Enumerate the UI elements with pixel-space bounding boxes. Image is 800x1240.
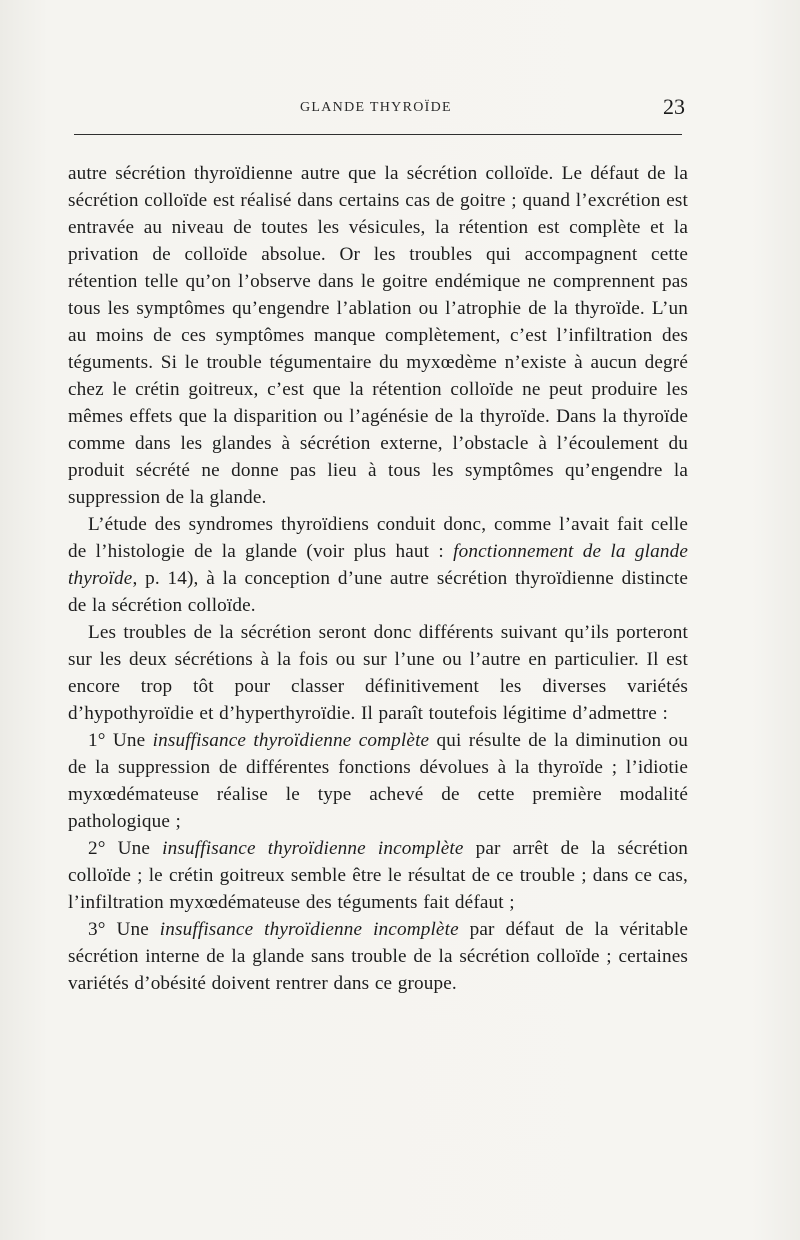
italic-reference: fonctionnement de la glande thyroïde bbox=[68, 541, 688, 589]
italic-term: insuffisance thyroïdienne incomplète bbox=[162, 838, 464, 859]
paragraph-text: , p. 14), à la conception d’une autre sécrétion thyroïdienne distincte de la sécrétion colloïde. bbox=[68, 568, 688, 616]
page-number: 23 bbox=[663, 94, 685, 119]
page-header bbox=[0, 92, 800, 122]
italic-term: insuffisance thyroïdienne incomplète bbox=[159, 919, 459, 940]
paragraph-text: L’étude des syndromes thyroïdiens conduit donc, comme l’avait fait celle de l’histologie de la glande (voir plus haut : bbox=[68, 514, 688, 562]
paragraph-continuation bbox=[68, 160, 688, 511]
paragraph-syndromes bbox=[68, 511, 688, 619]
paragraph-text: autre sécrétion thyroïdienne autre que la sécrétion colloïde. Le défaut de la sécrétion colloïde est réalisé dans certains cas de goitre ; quand l’excrétion est entravée au niveau de toutes les vésicules, la rétention est complète et la privation de colloïde absolue. Or les troubles qui accompagnent cette rétention telle qu’on l’observe dans le goitre endémique ne comprennent pas tous les symptômes qu’engendre l’ablation ou l’atrophie de la thyroïde. L’un au moins de ces symptômes manque complètement, c’est l’infiltration des téguments. Si le trouble tégumentaire du myxœdème n’existe à aucun degré chez le crétin goitreux, c’est que la rétention colloïde ne peut produire les mêmes effets que la disparition ou l’agénésie de la thyroïde. Dans la thyroïde comme dans les glandes à sécrétion externe, l’obstacle à l’écoulement du produit sécrété ne donne pas lieu à tous les symptômes qu’engendre la suppression de la glande. bbox=[68, 163, 688, 508]
list-number: 1° Une bbox=[88, 730, 153, 751]
running-title: GLANDE THYROÏDE bbox=[300, 100, 452, 115]
list-item-1 bbox=[68, 727, 688, 835]
list-item-3 bbox=[68, 916, 688, 997]
paragraph-text: par arrêt de la sécrétion colloïde ; le crétin goitreux semble être le résultat de ce trouble ; dans ce cas, l’infiltration myxœdémateuse des téguments fait défaut ; bbox=[68, 838, 689, 913]
paragraph-text: Les troubles de la sécrétion seront donc différents suivant qu’ils porteront sur les deux sécrétions à la fois ou sur l’une ou l’autre en particulier. Il est encore trop tôt pour classer définitivement les diverses variétés d’hypothyroïdie et d’hyperthyroïdie. Il paraît toutefois légitime d’admettre : bbox=[68, 622, 688, 724]
header-rule bbox=[74, 134, 682, 135]
list-number: 2° Une bbox=[88, 838, 163, 859]
list-number: 3° Une bbox=[88, 919, 160, 940]
paragraph-troubles bbox=[68, 619, 688, 727]
italic-term: insuffisance thyroïdienne complète bbox=[152, 730, 430, 751]
list-item-2 bbox=[68, 835, 688, 916]
paragraph-text: qui résulte de la diminution ou de la suppression de différentes fonctions dévolues à la thyroïde ; l’idiotie myxœdémateuse réalise le type achevé de cette première modalité pathologique ; bbox=[68, 730, 688, 832]
body-text bbox=[68, 160, 688, 997]
paragraph-text: par défaut de la véritable sécrétion interne de la glande sans trouble de la sécrétion colloïde ; certaines variétés d’obésité doivent rentrer dans ce groupe. bbox=[68, 919, 688, 994]
